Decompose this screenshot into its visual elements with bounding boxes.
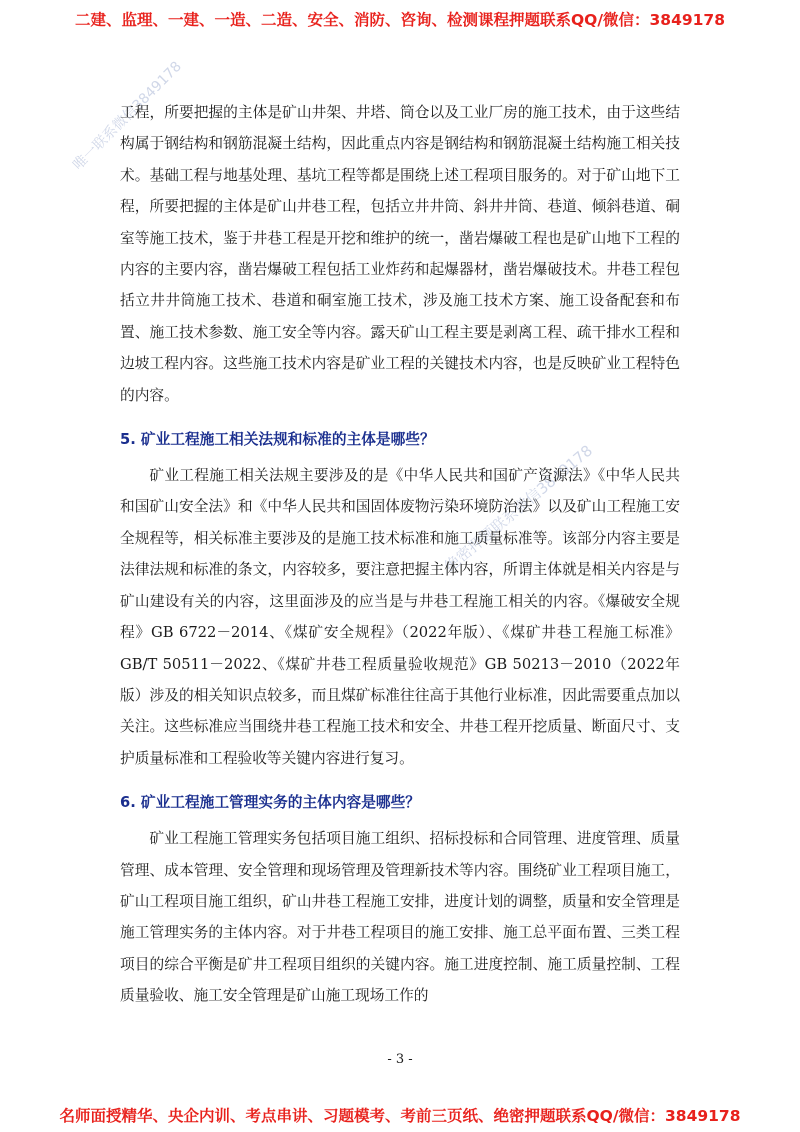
paragraph-continuation: 工程，所要把握的主体是矿山井架、井塔、筒仓以及工业厂房的施工技术，由于这些结构属于钢结构和钢筋混凝土结构，因此重点内容是钢结构和钢筋混凝土结构施工相关技术。基础工程与地基处理、基坑工程等都是围绕上述工程项目服务的。对于矿山地下工程，所要把握的主体是矿山井巷工程，包括立井井筒、斜井井筒、巷道、倾斜巷道、硐室等施工技术，鉴于井巷工程是开挖和维护的统一，凿岩爆破工程也是矿山地下工程的内容的主要内容，凿岩爆破工程包括工业炸药和起爆器材，凿岩爆破技术。井巷工程包括立井井筒施工技术、巷道和硐室施工技术，涉及施工技术方案、施工设备配套和布置、施工技术参数、施工安全等内容。露天矿山工程主要是剥离工程、疏干排水工程和边坡工程内容。这些施工技术内容是矿业工程的关键技术内容，也是反映矿业工程特色的内容。 xyxy=(120,104,680,404)
page-body xyxy=(120,97,680,1012)
watermark: 唯一联系微信3849178 xyxy=(70,58,185,174)
section-heading-5: 5. 矿业工程施工相关法规和标准的主体是哪些？ xyxy=(120,431,435,449)
section-heading-6: 6. 矿业工程施工管理实务的主体内容是哪些？ xyxy=(120,794,420,812)
paragraph-management-practice: 矿业工程施工管理实务包括项目施工组织、招标投标和合同管理、进度管理、质量管理、成本管理、安全管理和现场管理及管理新技术等内容。围绕矿业工程项目施工，矿山工程项目施工组织，矿山井巷工程施工安排，进度计划的调整，质量和安全管理是施工管理实务的主体内容。对于井巷工程项目的施工安排、施工总平面布置、三类工程项目的综合平衡是矿井工程项目组织的关键内容。施工进度控制、施工质量控制、工程质量验收、施工安全管理是矿山施工现场工作的 xyxy=(120,830,680,1005)
top-banner: 二建、监理、一建、一造、二造、安全、消防、咨询、检测课程押题联系QQ/微信：3849178 xyxy=(74,11,725,29)
page-number: - 3 - xyxy=(387,1052,413,1067)
bottom-banner: 名师面授精华、央企内训、考点串讲、习题模考、考前三页纸、绝密押题联系QQ/微信：3849178 xyxy=(59,1107,741,1125)
paragraph-laws-standards: 矿业工程施工相关法规主要涉及的是《中华人民共和国矿产资源法》《中华人民共和国矿山安全法》和《中华人民共和国固体废物污染环境防治法》以及矿山工程施工安全规程等，相关标准主要涉及的是施工技术标准和施工质量标准等。该部分内容主要是法律法规和标准的条文，内容较多，要注意把握主体内容，所谓主体就是相关内容是与矿山建设有关的内容，这里面涉及的应当是与井巷工程施工相关的内容。《爆破安全规程》GB 6722－2014、《煤矿安全规程》（2022年版）、《煤矿井巷工程施工标准》GB/T 50511－2022、《煤矿井巷工程质量验收规范》GB 50213－2010（2022年版）涉及的相关知识点较多，而且煤矿标准往往高于其他行业标准，因此需要重点加以关注。这些标准应当围绕井巷工程施工技术和安全、井巷工程开挖质量、断面尺寸、支护质量标准和工程验收等关键内容进行复习。 xyxy=(120,467,680,767)
watermark: 绝密押题联系微信3849178 xyxy=(441,441,596,576)
